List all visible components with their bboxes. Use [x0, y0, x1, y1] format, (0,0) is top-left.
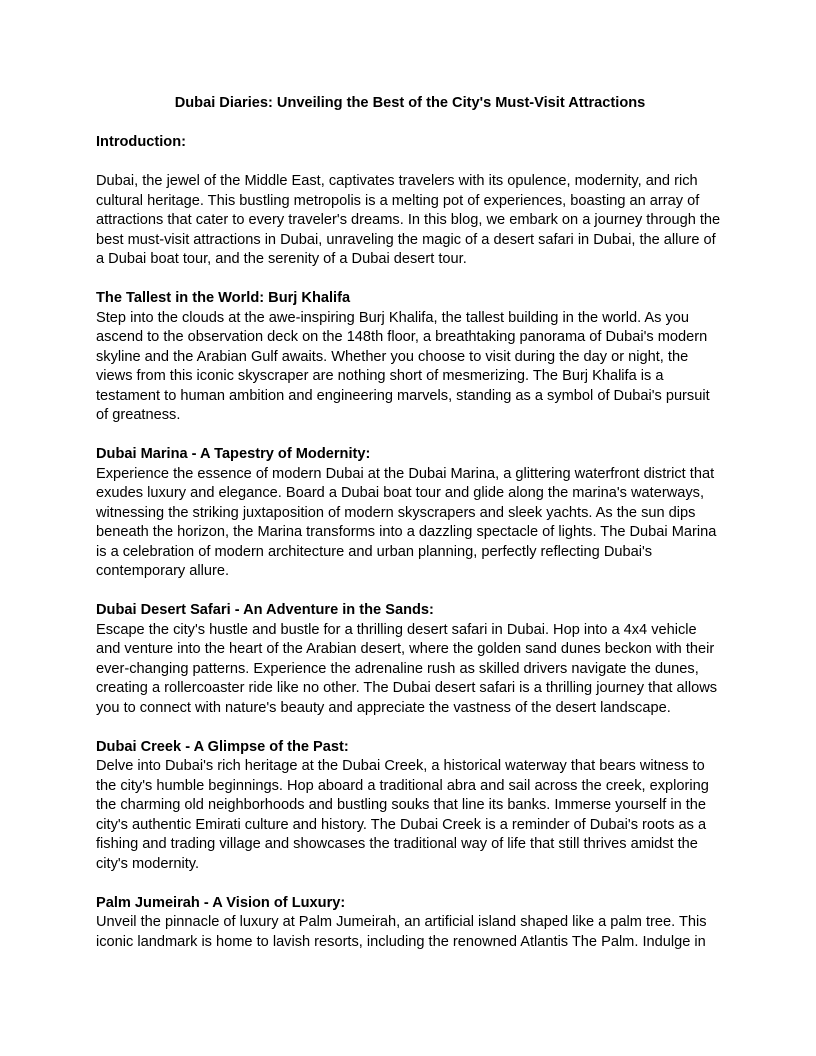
section-palm-jumeirah — [96, 894, 724, 953]
document-title: Dubai Diaries: Unveiling the Best of the City's Must-Visit Attractions — [174, 95, 646, 111]
section-dubai-marina — [96, 445, 724, 582]
section-desert-safari — [96, 601, 724, 718]
intro-heading: Introduction: — [96, 134, 186, 150]
section-paragraph: Experience the essence of modern Dubai at the Dubai Marina, a glittering waterfront district that exudes luxury and elegance. Board a Dubai boat tour and glide along the marina's waterways, witnessing the striking juxtaposition of modern skyscrapers and sleek yachts. As the sun dips beneath the horizon, the Marina transforms into a dazzling spectacle of lights. The Dubai Marina is a celebration of modern architecture and urban planning, perfectly reflecting Dubai's contemporary allure. — [96, 465, 717, 579]
document-page — [96, 94, 724, 952]
section-heading: Dubai Marina - A Tapestry of Modernity: — [96, 446, 371, 462]
section-burj-khalifa — [96, 289, 724, 426]
section-paragraph: Escape the city's hustle and bustle for a thrilling desert safari in Dubai. Hop into a 4x4 vehicle and venture into the heart of the Arabian desert, where the golden sand dunes beckon with their ever-changing patterns. Experience the adrenaline rush as skilled drivers navigate the dunes, creating a rollercoaster ride like no other. The Dubai desert safari is a thrilling journey that allows you to connect with nature's beauty and appreciate the vastness of the desert landscape. — [96, 621, 718, 716]
section-heading: Palm Jumeirah - A Vision of Luxury: — [96, 894, 346, 911]
section-heading: The Tallest in the World: Burj Khalifa — [96, 290, 351, 306]
section-paragraph: Delve into Dubai's rich heritage at the Dubai Creek, a historical waterway that bears witness to the city's humble beginnings. Hop aboard a traditional abra and sail across the creek, exploring the charming old neighborhoods and bustling souks that line its banks. Immerse yourself in the city's authentic Emirati culture and history. The Dubai Creek is a reminder of Dubai's roots as a fishing and trading village and showcases the traditional way of life that still thrives amidst the city's modernity. — [96, 758, 709, 872]
section-heading: Dubai Desert Safari - An Adventure in the Sands: — [96, 602, 434, 618]
section-heading: Dubai Creek - A Glimpse of the Past: — [96, 738, 349, 755]
section-paragraph: Step into the clouds at the awe-inspiring Burj Khalifa, the tallest building in the world. As you ascend to the observation deck on the 148th floor, a breathtaking panorama of Dubai's modern skyline and the Arabian Gulf awaits. Whether you choose to visit during the day or night, the views from this iconic skyscraper are nothing short of mesmerizing. The Burj Khalifa is a testament to human ambition and engineering marvels, standing as a symbol of Dubai's pursuit of greatness. — [96, 309, 710, 423]
section-paragraph: Unveil the pinnacle of luxury at Palm Jumeirah, an artificial island shaped like a palm tree. This iconic landmark is home to lavish resorts, including the renowned Atlantis The Palm. Indulge in — [96, 914, 707, 950]
section-dubai-creek — [96, 738, 724, 875]
intro-paragraph: Dubai, the jewel of the Middle East, captivates travelers with its opulence, modernity, and rich cultural heritage. This bustling metropolis is a melting pot of experiences, boasting an array of attractions that cater to every traveler's dreams. In this blog, we embark on a journey through the best must-visit attractions in Dubai, unraveling the magic of a desert safari in Dubai, the allure of a Dubai boat tour, and the serenity of a Dubai desert tour. — [96, 173, 721, 267]
